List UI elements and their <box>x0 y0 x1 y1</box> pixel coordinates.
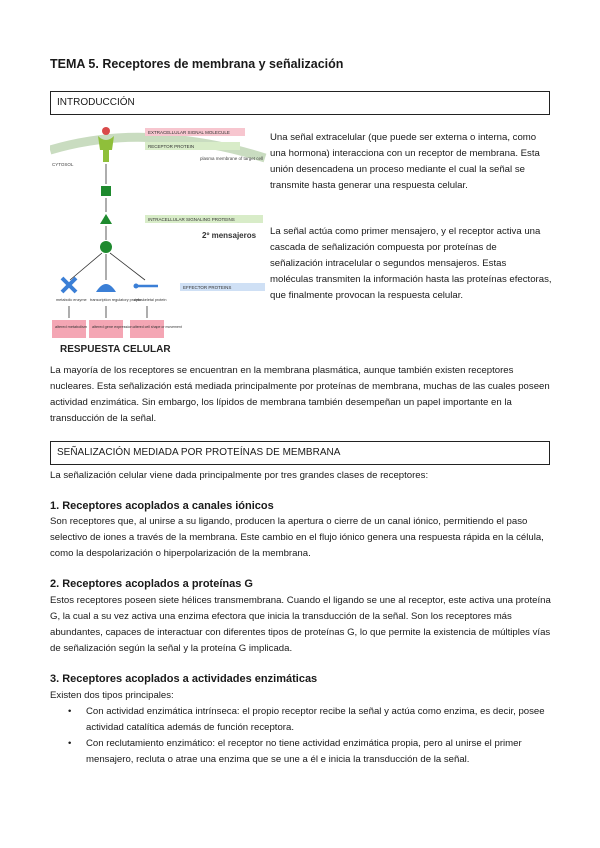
paragraph-proteinas-g: Estos receptores poseen siete hélices transmembrana. Cuando el ligando se une al receptor, este activa una proteína G, la cual a su vez activa una enzima efectora que inicia la transducción de la señal. Son los receptores más abundantes, capaces de interactuar con diferentes tipos de proteínas G, lo que permite la existencia de múltiples vías de señalización según la señal y la proteína G implicada. <box>50 595 551 654</box>
cytoskeletal-label: cytoskeletal protein <box>134 298 167 302</box>
enzyme-label: metabolic enzyme <box>56 298 87 302</box>
respuesta-celular-label: RESPUESTA CELULAR <box>60 344 171 355</box>
intro-full-paragraph: La mayoría de los receptores se encuentran en la membrana plasmática, aunque también existen receptores nucleares. Esta señalización está mediada principalmente por proteínas de membrana, muchas de las cuales poseen actividad enzimática. Sin embargo, los lípidos de membrana también desempeñan un papel importante en la transducción de la señal. <box>50 365 550 424</box>
enzymatic-types-list <box>50 704 550 768</box>
intro-right-paragraph-2: La señal actúa como primer mensajero, y el receptor activa una cascada de señalización compuesta por proteínas de señalización intracelular o segundos mensajeros. Estas moléculas transmiten la información hasta las proteínas efectoras, que finalmente provocan la respuesta celular. <box>270 226 552 301</box>
outcome-box-2 <box>89 320 123 338</box>
cytosol-label: CYTOSOL <box>52 162 74 167</box>
outcome-box-3 <box>130 320 164 338</box>
signal-protein-circle <box>100 241 112 253</box>
regulator-label: transcription regulatory protein <box>90 298 142 302</box>
receptor-stem <box>103 148 109 162</box>
effector-label: EFFECTOR PROTEINS <box>183 285 232 290</box>
extracellular-label: EXTRACELLULAR SIGNAL MOLECULE <box>148 130 230 135</box>
transcription-regulator <box>96 284 116 292</box>
metabolic-enzyme <box>62 278 76 292</box>
cytoskeletal-protein <box>134 284 159 289</box>
paragraph-tipos: Existen dos tipos principales: <box>50 690 174 701</box>
branch-left <box>70 253 102 280</box>
signaling-diagram <box>50 120 270 355</box>
heading-proteinas-g: 2. Receptores acoplados a proteínas G <box>50 578 253 590</box>
signal-protein-triangle <box>100 214 112 224</box>
list-item: • Con reclutamiento enzimático: el receptor no tiene actividad enzimática propia, pero al unirse el primer mensajero, recluta o atrae una enzima que se une a él e inicia la transducción de la señal. <box>50 736 550 768</box>
receptor-label: RECEPTOR PROTEIN <box>148 144 195 149</box>
signal-protein-square <box>101 186 111 196</box>
heading-actividades-enzimaticas: 3. Receptores acoplados a actividades enzimáticas <box>50 673 318 685</box>
signal-molecule <box>102 127 110 135</box>
membrane-label: plasma membrane of target cell <box>200 156 264 161</box>
section2-intro: La señalización celular viene dada principalmente por tres grandes clases de receptores: <box>50 470 429 481</box>
section-header-introduccion: INTRODUCCIÓN <box>50 91 550 115</box>
outcome-label-1: altered metabolism <box>55 325 88 329</box>
page-title: TEMA 5. Receptores de membrana y señalización <box>50 57 344 71</box>
intro-right-paragraph-1: Una señal extracelular (que puede ser externa o interna, como una hormona) interacciona con un receptor de membrana. Esta unión desencadena un proceso mediante el cual la señal se transmite hasta generar una respuesta celular. <box>270 132 540 191</box>
outcome-label-3: altered cell shape or movement <box>133 325 182 329</box>
intracellular-label: INTRACELLULAR SIGNALING PROTEINS <box>148 217 235 222</box>
heading-canales-ionicos: 1. Receptores acoplados a canales iónicos <box>50 500 274 512</box>
branch-right <box>110 253 145 280</box>
outcome-box-1 <box>52 320 86 338</box>
section-header-senalizacion: SEÑALIZACIÓN MEDIADA POR PROTEÍNAS DE MEMBRANA <box>50 441 550 465</box>
outcome-label-2: altered gene expression <box>92 325 133 329</box>
paragraph-canales-ionicos: Son receptores que, al unirse a su ligando, producen la apertura o cierre de un canal iónico, permitiendo el paso selectivo de iones a través de la membrana. Este cambio en el flujo iónico genera una respuesta rápida en la célula, como la despolarización o hiperpolarización de la membrana. <box>50 516 544 559</box>
mensajeros-label: 2º mensajeros <box>202 231 257 240</box>
list-item: • Con actividad enzimática intrínseca: el propio receptor recibe la señal y actúa como enzima, es decir, posee actividad catalítica además de función receptora. <box>50 704 550 736</box>
